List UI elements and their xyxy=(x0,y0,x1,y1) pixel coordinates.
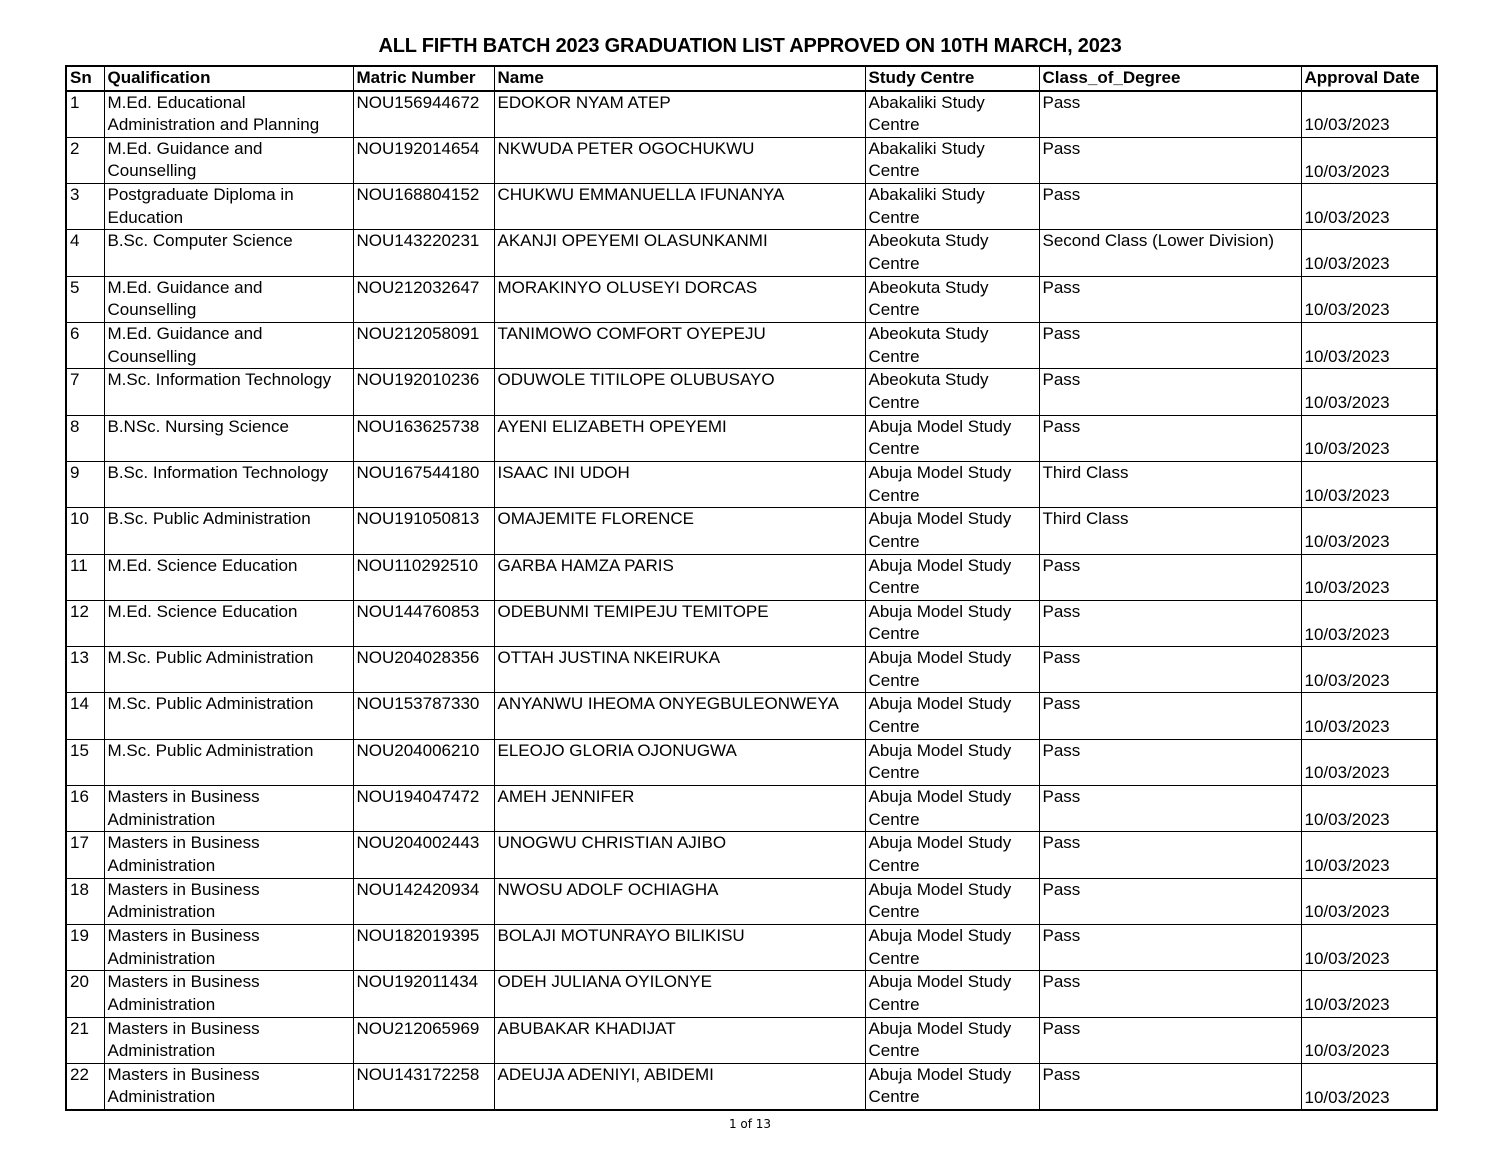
cell-name: AKANJI OPEYEMI OLASUNKANMI xyxy=(494,230,865,276)
cell-name: ELEOJO GLORIA OJONUGWA xyxy=(494,739,865,785)
cell-study-centre: Abuja Model Study Centre xyxy=(865,554,1039,600)
cell-sn: 3 xyxy=(66,184,104,230)
cell-class-of-degree: Pass xyxy=(1039,323,1301,369)
cell-sn: 21 xyxy=(66,1017,104,1063)
cell-matric-number: NOU192010236 xyxy=(353,369,494,415)
cell-qualification: M.Sc. Public Administration xyxy=(104,739,353,785)
cell-matric-number: NOU110292510 xyxy=(353,554,494,600)
table-row xyxy=(66,878,1437,924)
cell-class-of-degree: Pass xyxy=(1039,554,1301,600)
table-row xyxy=(66,91,1437,138)
cell-qualification: M.Ed. Science Education xyxy=(104,600,353,646)
cell-sn: 8 xyxy=(66,415,104,461)
cell-study-centre: Abakaliki Study Centre xyxy=(865,137,1039,183)
cell-approval-date: 10/03/2023 xyxy=(1301,832,1437,878)
cell-matric-number: NOU212058091 xyxy=(353,323,494,369)
cell-study-centre: Abuja Model Study Centre xyxy=(865,415,1039,461)
cell-approval-date: 10/03/2023 xyxy=(1301,971,1437,1017)
cell-sn: 13 xyxy=(66,647,104,693)
cell-qualification: M.Ed. Educational Administration and Planning xyxy=(104,91,353,138)
cell-matric-number: NOU204002443 xyxy=(353,832,494,878)
cell-name: NWOSU ADOLF OCHIAGHA xyxy=(494,878,865,924)
cell-study-centre: Abuja Model Study Centre xyxy=(865,971,1039,1017)
cell-qualification: B.Sc. Computer Science xyxy=(104,230,353,276)
cell-class-of-degree: Pass xyxy=(1039,369,1301,415)
table-row xyxy=(66,1017,1437,1063)
cell-matric-number: NOU212065969 xyxy=(353,1017,494,1063)
cell-class-of-degree: Pass xyxy=(1039,924,1301,970)
cell-qualification: M.Ed. Science Education xyxy=(104,554,353,600)
cell-qualification: M.Sc. Information Technology xyxy=(104,369,353,415)
cell-study-centre: Abeokuta Study Centre xyxy=(865,323,1039,369)
cell-name: ODEBUNMI TEMIPEJU TEMITOPE xyxy=(494,600,865,646)
table-row xyxy=(66,137,1437,183)
cell-qualification: M.Ed. Guidance and Counselling xyxy=(104,137,353,183)
cell-study-centre: Abeokuta Study Centre xyxy=(865,369,1039,415)
cell-study-centre: Abuja Model Study Centre xyxy=(865,508,1039,554)
cell-qualification: Masters in Business Administration xyxy=(104,1017,353,1063)
cell-approval-date: 10/03/2023 xyxy=(1301,91,1437,138)
cell-class-of-degree: Second Class (Lower Division) xyxy=(1039,230,1301,276)
table-header-row xyxy=(66,66,1437,91)
cell-study-centre: Abuja Model Study Centre xyxy=(865,739,1039,785)
cell-study-centre: Abuja Model Study Centre xyxy=(865,924,1039,970)
cell-name: CHUKWU EMMANUELLA IFUNANYA xyxy=(494,184,865,230)
table-row xyxy=(66,323,1437,369)
table-row xyxy=(66,184,1437,230)
cell-study-centre: Abuja Model Study Centre xyxy=(865,832,1039,878)
cell-class-of-degree: Pass xyxy=(1039,1063,1301,1110)
graduation-table xyxy=(65,65,1438,1111)
cell-name: GARBA HAMZA PARIS xyxy=(494,554,865,600)
cell-sn: 16 xyxy=(66,786,104,832)
cell-class-of-degree: Pass xyxy=(1039,600,1301,646)
cell-matric-number: NOU144760853 xyxy=(353,600,494,646)
cell-study-centre: Abuja Model Study Centre xyxy=(865,1017,1039,1063)
cell-study-centre: Abuja Model Study Centre xyxy=(865,878,1039,924)
cell-sn: 20 xyxy=(66,971,104,1017)
table-row xyxy=(66,924,1437,970)
cell-qualification: M.Sc. Public Administration xyxy=(104,693,353,739)
cell-study-centre: Abakaliki Study Centre xyxy=(865,91,1039,138)
cell-qualification: Masters in Business Administration xyxy=(104,971,353,1017)
cell-qualification: B.NSc. Nursing Science xyxy=(104,415,353,461)
header-sn: Sn xyxy=(66,66,104,91)
cell-sn: 6 xyxy=(66,323,104,369)
cell-sn: 1 xyxy=(66,91,104,138)
cell-qualification: Masters in Business Administration xyxy=(104,924,353,970)
table-row xyxy=(66,230,1437,276)
cell-name: MORAKINYO OLUSEYI DORCAS xyxy=(494,276,865,322)
cell-name: ODEH JULIANA OYILONYE xyxy=(494,971,865,1017)
cell-class-of-degree: Pass xyxy=(1039,786,1301,832)
cell-approval-date: 10/03/2023 xyxy=(1301,230,1437,276)
cell-sn: 5 xyxy=(66,276,104,322)
table-row xyxy=(66,415,1437,461)
page-title: ALL FIFTH BATCH 2023 GRADUATION LIST APPROVED ON 10TH MARCH, 2023 xyxy=(378,35,1122,57)
cell-name: OMAJEMITE FLORENCE xyxy=(494,508,865,554)
cell-approval-date: 10/03/2023 xyxy=(1301,554,1437,600)
cell-sn: 18 xyxy=(66,878,104,924)
cell-matric-number: NOU163625738 xyxy=(353,415,494,461)
cell-name: ABUBAKAR KHADIJAT xyxy=(494,1017,865,1063)
cell-qualification: B.Sc. Information Technology xyxy=(104,461,353,507)
cell-sn: 10 xyxy=(66,508,104,554)
header-qualification: Qualification xyxy=(104,66,353,91)
cell-sn: 17 xyxy=(66,832,104,878)
cell-sn: 4 xyxy=(66,230,104,276)
header-class-of-degree: Class_of_Degree xyxy=(1039,66,1301,91)
cell-qualification: M.Sc. Public Administration xyxy=(104,647,353,693)
table-row xyxy=(66,971,1437,1017)
cell-approval-date: 10/03/2023 xyxy=(1301,647,1437,693)
cell-class-of-degree: Pass xyxy=(1039,971,1301,1017)
table-row xyxy=(66,739,1437,785)
cell-name: OTTAH JUSTINA NKEIRUKA xyxy=(494,647,865,693)
cell-sn: 9 xyxy=(66,461,104,507)
cell-name: ISAAC INI UDOH xyxy=(494,461,865,507)
cell-sn: 15 xyxy=(66,739,104,785)
cell-qualification: Masters in Business Administration xyxy=(104,832,353,878)
table-row xyxy=(66,369,1437,415)
cell-approval-date: 10/03/2023 xyxy=(1301,137,1437,183)
cell-class-of-degree: Pass xyxy=(1039,832,1301,878)
cell-matric-number: NOU194047472 xyxy=(353,786,494,832)
cell-class-of-degree: Pass xyxy=(1039,137,1301,183)
cell-approval-date: 10/03/2023 xyxy=(1301,1063,1437,1110)
cell-matric-number: NOU192014654 xyxy=(353,137,494,183)
cell-approval-date: 10/03/2023 xyxy=(1301,786,1437,832)
cell-name: UNOGWU CHRISTIAN AJIBO xyxy=(494,832,865,878)
header-name: Name xyxy=(494,66,865,91)
cell-study-centre: Abeokuta Study Centre xyxy=(865,276,1039,322)
cell-study-centre: Abeokuta Study Centre xyxy=(865,230,1039,276)
cell-matric-number: NOU204006210 xyxy=(353,739,494,785)
cell-name: AYENI ELIZABETH OPEYEMI xyxy=(494,415,865,461)
cell-qualification: Masters in Business Administration xyxy=(104,878,353,924)
cell-matric-number: NOU143220231 xyxy=(353,230,494,276)
cell-approval-date: 10/03/2023 xyxy=(1301,369,1437,415)
header-matric-number: Matric Number xyxy=(353,66,494,91)
cell-name: NKWUDA PETER OGOCHUKWU xyxy=(494,137,865,183)
cell-matric-number: NOU192011434 xyxy=(353,971,494,1017)
cell-name: AMEH JENNIFER xyxy=(494,786,865,832)
cell-approval-date: 10/03/2023 xyxy=(1301,693,1437,739)
cell-approval-date: 10/03/2023 xyxy=(1301,184,1437,230)
table-row xyxy=(66,554,1437,600)
cell-qualification: Postgraduate Diploma in Education xyxy=(104,184,353,230)
cell-qualification: Masters in Business Administration xyxy=(104,1063,353,1110)
cell-name: EDOKOR NYAM ATEP xyxy=(494,91,865,138)
cell-matric-number: NOU153787330 xyxy=(353,693,494,739)
header-approval-date: Approval Date xyxy=(1301,66,1437,91)
cell-approval-date: 10/03/2023 xyxy=(1301,323,1437,369)
table-row xyxy=(66,832,1437,878)
cell-class-of-degree: Pass xyxy=(1039,647,1301,693)
cell-class-of-degree: Pass xyxy=(1039,1017,1301,1063)
cell-qualification: Masters in Business Administration xyxy=(104,786,353,832)
page-number: 1 of 13 xyxy=(728,1117,772,1131)
cell-class-of-degree: Pass xyxy=(1039,739,1301,785)
table-row xyxy=(66,1063,1437,1110)
cell-matric-number: NOU204028356 xyxy=(353,647,494,693)
cell-sn: 7 xyxy=(66,369,104,415)
cell-approval-date: 10/03/2023 xyxy=(1301,739,1437,785)
cell-class-of-degree: Third Class xyxy=(1039,461,1301,507)
cell-matric-number: NOU156944672 xyxy=(353,91,494,138)
table-row xyxy=(66,600,1437,646)
cell-approval-date: 10/03/2023 xyxy=(1301,276,1437,322)
cell-matric-number: NOU168804152 xyxy=(353,184,494,230)
table-row xyxy=(66,693,1437,739)
cell-study-centre: Abakaliki Study Centre xyxy=(865,184,1039,230)
cell-approval-date: 10/03/2023 xyxy=(1301,1017,1437,1063)
cell-sn: 12 xyxy=(66,600,104,646)
cell-approval-date: 10/03/2023 xyxy=(1301,600,1437,646)
cell-class-of-degree: Third Class xyxy=(1039,508,1301,554)
cell-sn: 14 xyxy=(66,693,104,739)
cell-qualification: M.Ed. Guidance and Counselling xyxy=(104,323,353,369)
cell-qualification: B.Sc. Public Administration xyxy=(104,508,353,554)
table-row xyxy=(66,276,1437,322)
cell-sn: 19 xyxy=(66,924,104,970)
cell-name: BOLAJI MOTUNRAYO BILIKISU xyxy=(494,924,865,970)
cell-approval-date: 10/03/2023 xyxy=(1301,461,1437,507)
cell-matric-number: NOU212032647 xyxy=(353,276,494,322)
cell-class-of-degree: Pass xyxy=(1039,878,1301,924)
cell-class-of-degree: Pass xyxy=(1039,693,1301,739)
cell-matric-number: NOU143172258 xyxy=(353,1063,494,1110)
cell-sn: 22 xyxy=(66,1063,104,1110)
cell-name: TANIMOWO COMFORT OYEPEJU xyxy=(494,323,865,369)
cell-class-of-degree: Pass xyxy=(1039,184,1301,230)
cell-matric-number: NOU167544180 xyxy=(353,461,494,507)
cell-matric-number: NOU191050813 xyxy=(353,508,494,554)
cell-sn: 2 xyxy=(66,137,104,183)
table-row xyxy=(66,508,1437,554)
cell-study-centre: Abuja Model Study Centre xyxy=(865,786,1039,832)
cell-class-of-degree: Pass xyxy=(1039,415,1301,461)
cell-study-centre: Abuja Model Study Centre xyxy=(865,461,1039,507)
cell-sn: 11 xyxy=(66,554,104,600)
table-row xyxy=(66,786,1437,832)
header-study-centre: Study Centre xyxy=(865,66,1039,91)
cell-study-centre: Abuja Model Study Centre xyxy=(865,1063,1039,1110)
cell-class-of-degree: Pass xyxy=(1039,91,1301,138)
cell-matric-number: NOU142420934 xyxy=(353,878,494,924)
table-row xyxy=(66,647,1437,693)
cell-study-centre: Abuja Model Study Centre xyxy=(865,647,1039,693)
cell-name: ODUWOLE TITILOPE OLUBUSAYO xyxy=(494,369,865,415)
cell-approval-date: 10/03/2023 xyxy=(1301,878,1437,924)
cell-study-centre: Abuja Model Study Centre xyxy=(865,693,1039,739)
cell-qualification: M.Ed. Guidance and Counselling xyxy=(104,276,353,322)
cell-study-centre: Abuja Model Study Centre xyxy=(865,600,1039,646)
cell-class-of-degree: Pass xyxy=(1039,276,1301,322)
table-row xyxy=(66,461,1437,507)
cell-approval-date: 10/03/2023 xyxy=(1301,508,1437,554)
cell-name: ANYANWU IHEOMA ONYEGBULEONWEYA xyxy=(494,693,865,739)
cell-name: ADEUJA ADENIYI, ABIDEMI xyxy=(494,1063,865,1110)
cell-approval-date: 10/03/2023 xyxy=(1301,415,1437,461)
cell-approval-date: 10/03/2023 xyxy=(1301,924,1437,970)
cell-matric-number: NOU182019395 xyxy=(353,924,494,970)
